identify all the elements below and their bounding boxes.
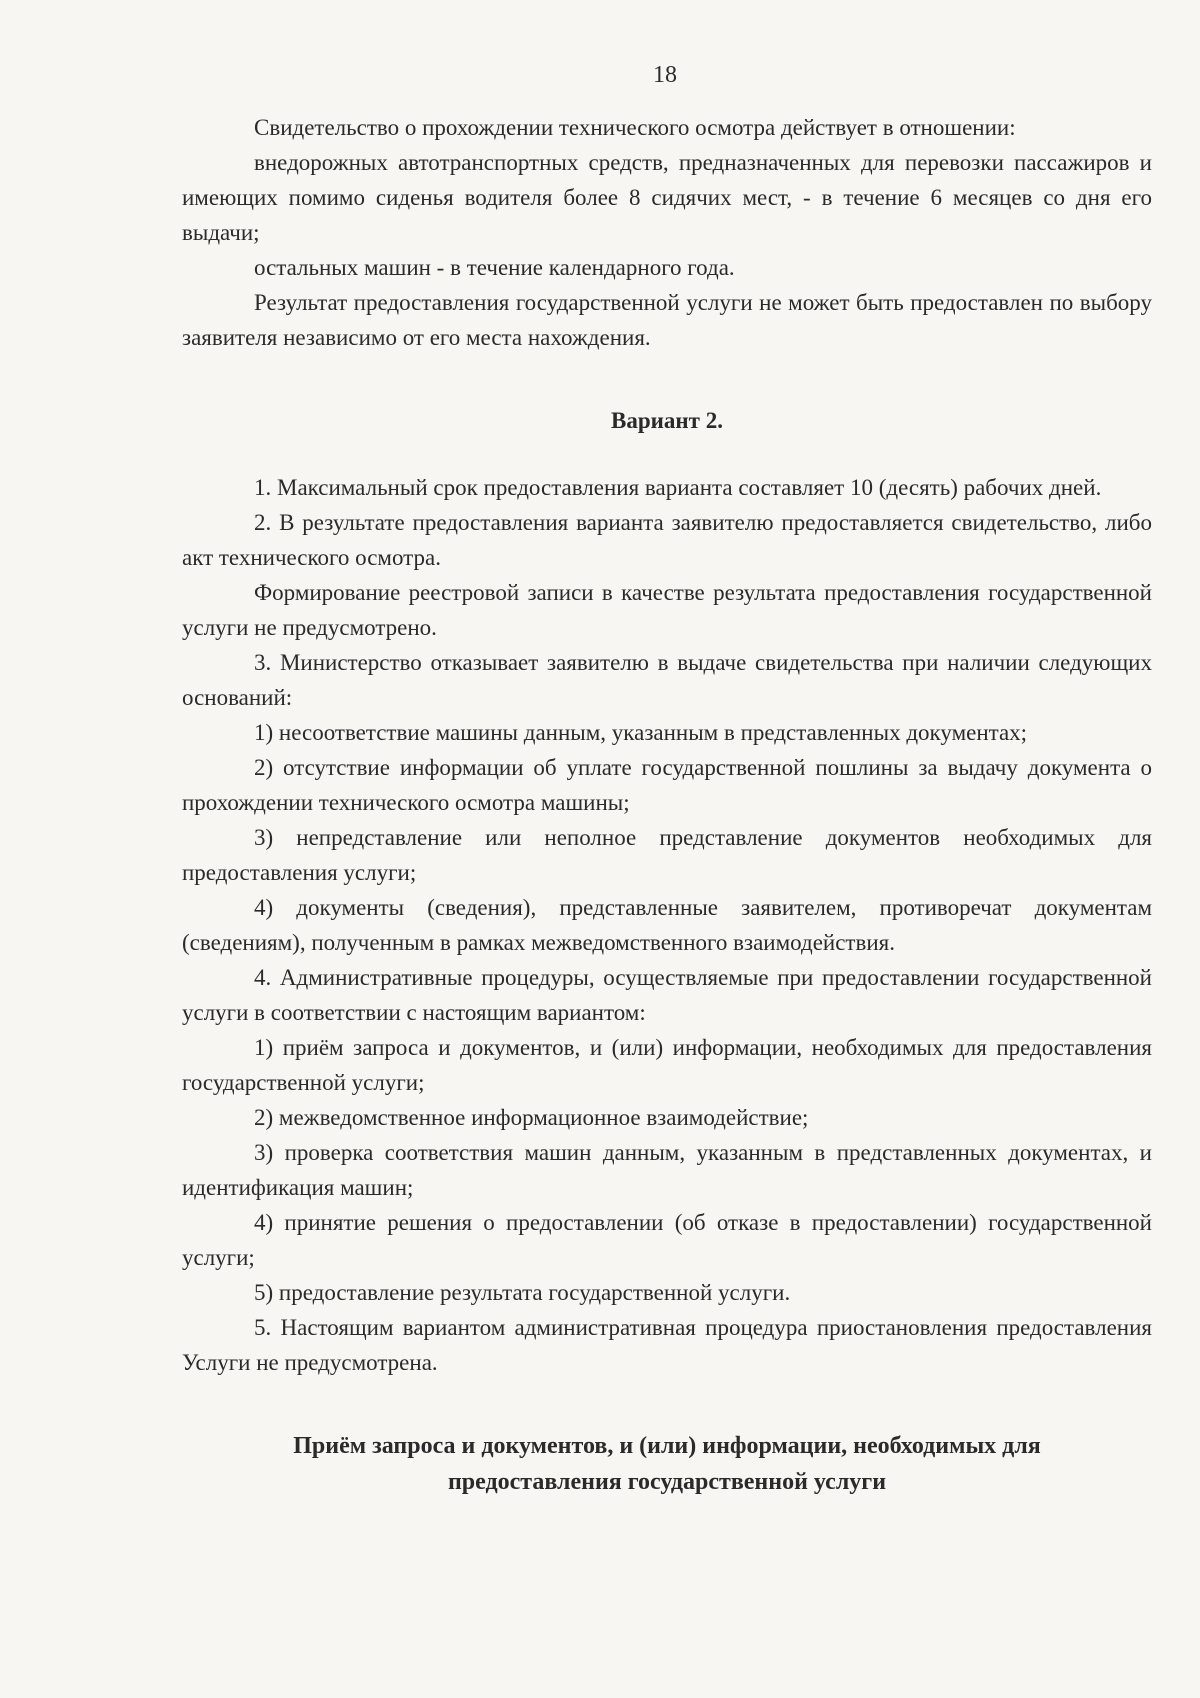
document-body — [182, 110, 1152, 1500]
section-heading-line: предоставления государственной услуги — [447, 1469, 887, 1495]
list-item: 2) межведомственное информационное взаимодействие; — [254, 1105, 809, 1130]
list-item: 2) отсутствие информации об уплате государственной пошлины за выдачу документа о прохождении технического осмотра машины; — [182, 755, 1152, 815]
paragraph: 5. Настоящим вариантом административная процедура приостановления предоставления Услуги не предусмотрена. — [182, 1315, 1152, 1375]
section-heading-line: Приём запроса и документов, и (или) информации, необходимых для — [293, 1433, 1041, 1459]
paragraph: 4. Административные процедуры, осуществляемые при предоставлении государственной услуги в соответствии с настоящим вариантом: — [182, 965, 1152, 1025]
list-item: 4) документы (сведения), представленные заявителем, противоречат документам (сведениям), полученным в рамках межведомственного взаимодействия. — [182, 895, 1152, 955]
paragraph: 2. В результате предоставления варианта заявителю предоставляется свидетельство, либо акт технического осмотра. — [182, 510, 1152, 570]
list-item: 4) принятие решения о предоставлении (об отказе в предоставлении) государственной услуги; — [182, 1210, 1152, 1270]
list-item: 1) несоответствие машины данным, указанным в представленных документах; — [254, 720, 1028, 745]
list-item: 5) предоставление результата государственной услуги. — [254, 1280, 791, 1305]
paragraph: внедорожных автотранспортных средств, предназначенных для перевозки пассажиров и имеющих помимо сиденья водителя более 8 сидячих мест, - в течение 6 месяцев со дня его выдачи; — [182, 150, 1152, 245]
paragraph: 3. Министерство отказывает заявителю в выдаче свидетельства при наличии следующих оснований: — [182, 650, 1152, 710]
list-item: 3) проверка соответствия машин данным, указанным в представленных документах, и идентификация машин; — [182, 1140, 1152, 1200]
paragraph: Результат предоставления государственной услуги не может быть предоставлен по выбору заявителя независимо от его места нахождения. — [182, 290, 1152, 350]
list-item: 3) непредставление или неполное представление документов необходимых для предоставления услуги; — [182, 825, 1152, 885]
list-item: 1) приём запроса и документов, и (или) информации, необходимых для предоставления государственной услуги; — [182, 1035, 1152, 1095]
paragraph: Свидетельство о прохождении технического осмотра действует в отношении: — [254, 115, 1016, 140]
section-heading — [182, 1428, 1152, 1500]
paragraph: Формирование реестровой записи в качестве результата предоставления государственной услуги не предусмотрено. — [182, 580, 1152, 640]
page-number: 18 — [653, 62, 677, 88]
paragraph: 1. Максимальный срок предоставления варианта составляет 10 (десять) рабочих дней. — [254, 475, 1102, 500]
paragraph: остальных машин - в течение календарного года. — [254, 255, 735, 280]
variant-heading: Вариант 2. — [611, 408, 723, 433]
